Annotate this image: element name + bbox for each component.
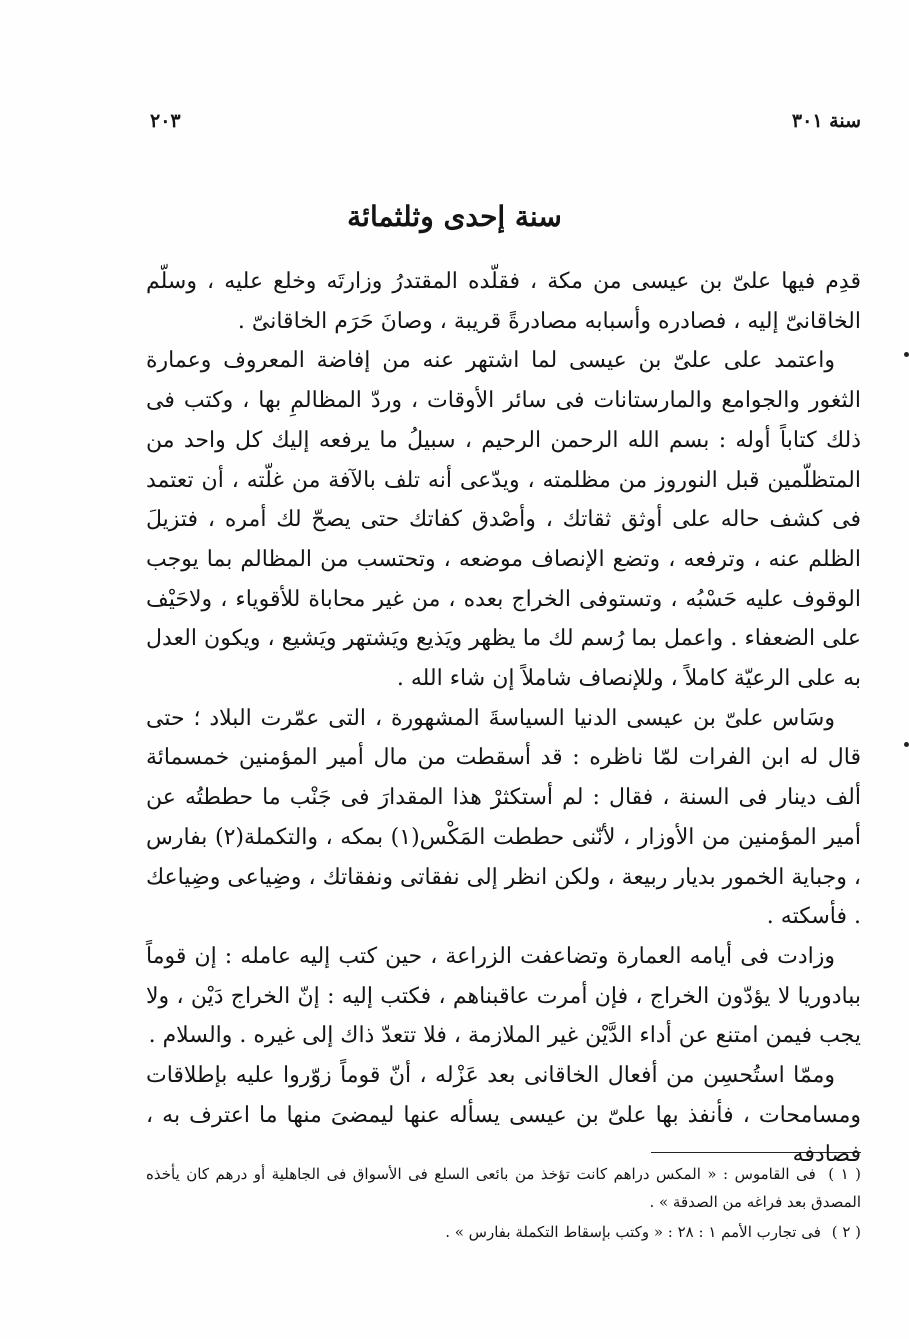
footnotes: [146, 1160, 861, 1248]
margin-dot: [904, 742, 909, 747]
footnote-number: ( ٢ ): [831, 1223, 861, 1241]
margin-dot: [904, 352, 909, 357]
footnote-text: فى القاموس : « المكس دراهم كانت تؤخذ من بائعى السلع فى الأسواق فى الجاهلية أو درهم كان يأخذه المصدق بعد فراغه من الصدقة » .: [146, 1165, 861, 1211]
paragraph: واعتمد على علىّ بن عيسى لما اشتهر عنه من إفاضة المعروف وعمارة الثغور والجوامع والمارستانات فى سائر الأوقات ، وردّ المظالمِ بها ، وكتب فى ذلك كتاباً أوله : بسم الله الرحمن الرحيم ، سبيلُ ما يرفعه إليك كل واحد من المتظلّمين قبل النوروز من مظلمته ، ويدّعى أنه تلف بالآفة من غلّته ، أن تعتمد فى كشف حاله على أوثق ثقاتك ، وأصْدق كفاتك حتى يصحّ لك أمره ، فتزيلَ الظلم عنه ، وترفعه ، وتضع الإنصاف موضعه ، وتحتسب من المظالم بما يوجب الوقوف عليه حَسْبُه ، وتستوفى الخراج بعده ، من غير محاباة للأقوياء ، ولاحَيْف على الضعفاء . واعمل بما رُسم لك ما يظهر ويَذيع ويَشتهر ويَشيع ، ويكون العدل به على الرعيّة كاملاً ، وللإنصاف شاملاً إن شاء الله .: [146, 348, 861, 692]
running-head: [150, 110, 861, 140]
paragraph: قدِم فيها علىّ بن عيسى من مكة ، فقلّده المقتدرُ وزارتَه وخلع عليه ، وسلّم الخاقانىّ إليه ، فصادره وأسبابه مصادرةً قريبة ، وصانَ حَرَم الخاقانىّ .: [146, 269, 861, 334]
chapter-title: سنة إحدى وثلثمائة: [347, 200, 562, 233]
running-year: سنة ٣٠١: [791, 110, 861, 132]
footnote-number: ( ١ ): [828, 1165, 861, 1183]
paragraph: وممّا استُحسِن من أفعال الخاقانى بعد عَزْله ، أنّ قوماً زوّروا عليه بإطلاقات ومسامحات ، فأنفذ بها علىّ بن عيسى يسأله عنها ليمضىَ منها ما اعترف به ، فصادفه: [146, 1063, 861, 1168]
footnote-text: فى تجارب الأمم ١ : ٢٨ : « وكتب بإسقاط التكملة بفارس » .: [445, 1223, 821, 1241]
footnote-1: [146, 1160, 861, 1216]
paragraph: وزادت فى أيامه العمارة وتضاعفت الزراعة ، حين كتب إليه عامله : إن قوماً ببادوريا لا يؤدّون الخراج ، فإن أمرت عاقبناهم ، فكتب إليه : إنّ الخراج دَيْن ، ولا يجب فيمن امتنع عن أداء الدَّيْن غير الملازمة ، فلا تتعدّ ذاك إلى غيره . والسلام .: [146, 943, 861, 1049]
paragraph: وسَاس علىّ بن عيسى الدنيا السياسةَ المشهورة ، التى عمّرت البلاد ؛ حتى قال له ابن الفرات لمّا ناظره : قد أسقطت من مال أمير المؤمنين خمسمائة ألف دينار فى السنة ، فقال : لم أستكثرْ هذا المقدارَ فى جَنْب ما حططتُه عن أمير المؤمنين من الأوزار ، لأنّنى حططت المَكْس(١) بمكه ، والتكملة(٢) بفارس ، وجباية الخمور بديار ربيعة ، ولكن انظر إلى نفقاتى ونفقاتك ، وضِياعى وضِياعك . فأسكته .: [146, 705, 861, 930]
page-number: ٢٠٣: [150, 110, 181, 132]
footnote-divider: [651, 1152, 861, 1153]
body-text: [146, 262, 861, 1175]
footnote-2: [146, 1218, 861, 1246]
